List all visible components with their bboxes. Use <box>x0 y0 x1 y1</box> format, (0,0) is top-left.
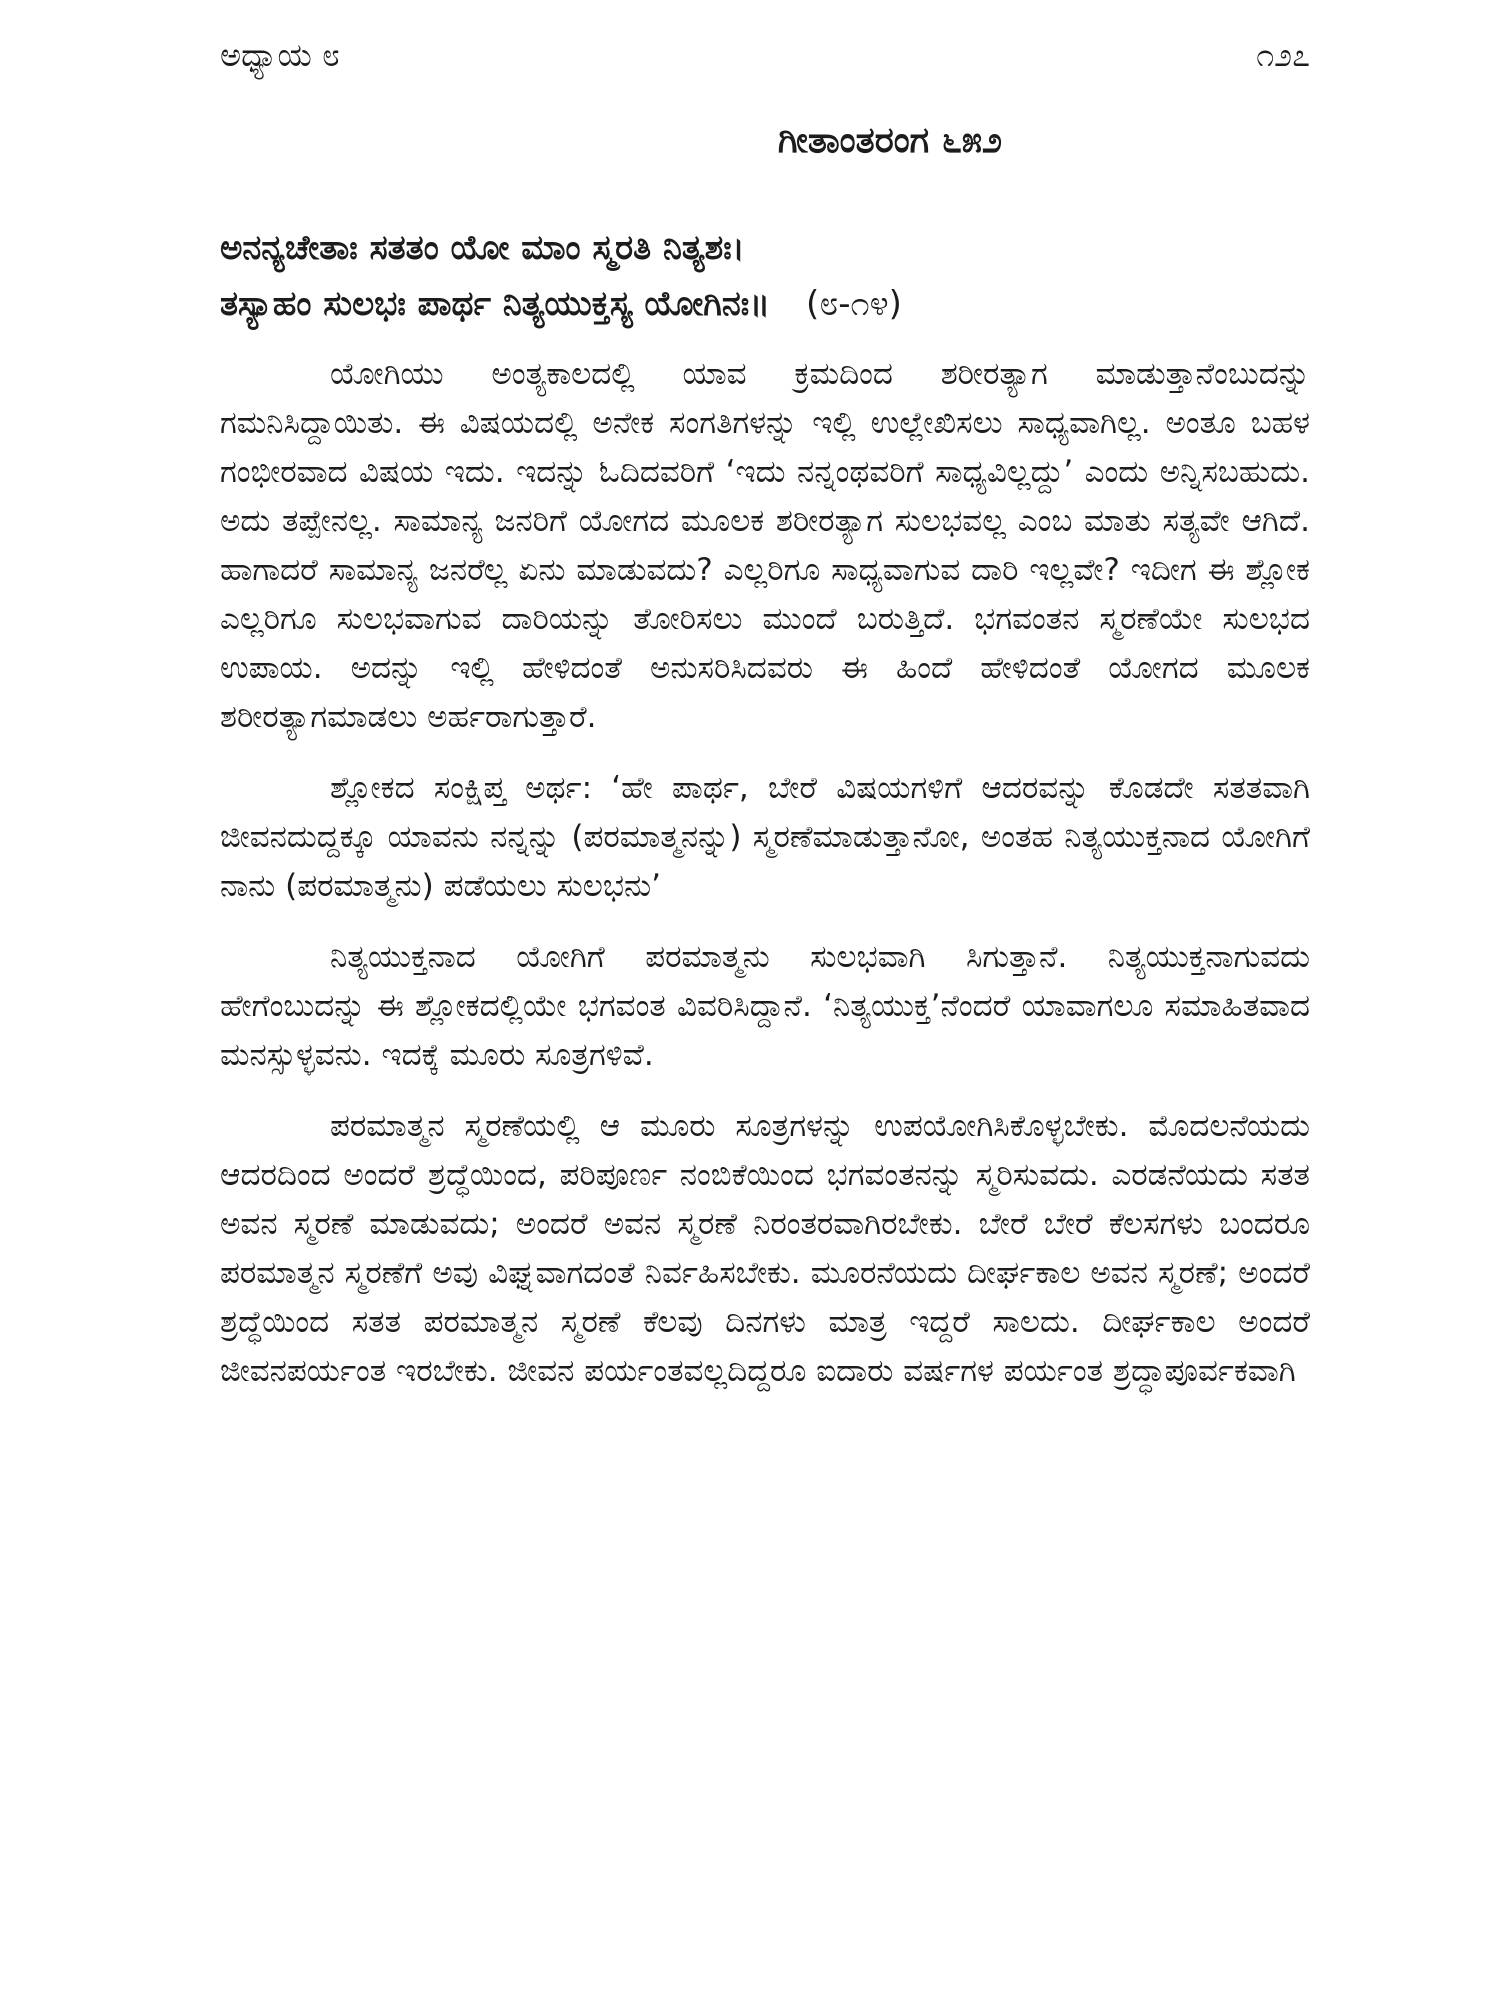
book-page <box>220 30 1310 1980</box>
paragraph-4: ಪರಮಾತ್ಮನ ಸ್ಮರಣೆಯಲ್ಲಿ ಆ ಮೂರು ಸೂತ್ರಗಳನ್ನು ಉಪಯೋಗಿಸಿಕೊಳ್ಳಬೇಕು. ಮೊದಲನೆಯದು ಆದರದಿಂದ ಅಂದರೆ ಶ್ರದ್ಧೆಯಿಂದ, ಪರಿಪೂರ್ಣ ನಂಬಿಕೆಯಿಂದ ಭಗವಂತನನ್ನು ಸ್ಮರಿಸುವದು. ಎರಡನೆಯದು ಸತತ ಅವನ ಸ್ಮರಣೆ ಮಾಡುವದು; ಅಂದರೆ ಅವನ ಸ್ಮರಣೆ ನಿರಂತರವಾಗಿರಬೇಕು. ಬೇರೆ ಬೇರೆ ಕೆಲಸಗಳು ಬಂದರೂ ಪರಮಾತ್ಮನ ಸ್ಮರಣೆಗೆ ಅವು ವಿಘ್ನವಾಗದಂತೆ ನಿರ್ವಹಿಸಬೇಕು. ಮೂರನೆಯದು ದೀರ್ಘಕಾಲ ಅವನ ಸ್ಮರಣೆ; ಅಂದರೆ ಶ್ರದ್ಧೆಯಿಂದ ಸತತ ಪರಮಾತ್ಮನ ಸ್ಮರಣೆ ಕೆಲವು ದಿನಗಳು ಮಾತ್ರ ಇದ್ದರೆ ಸಾಲದು. ದೀರ್ಘಕಾಲ ಅಂದರೆ ಜೀವನಪರ್ಯಂತ ಇರಬೇಕು. ಜೀವನ ಪರ್ಯಂತವಲ್ಲದಿದ್ದರೂ ಐದಾರು ವರ್ಷಗಳ ಪರ್ಯಂತ ಶ್ರದ್ಧಾಪೂರ್ವಕವಾಗಿ <box>220 1108 1310 1389</box>
paragraph-1: ಯೋಗಿಯು ಅಂತ್ಯಕಾಲದಲ್ಲಿ ಯಾವ ಕ್ರಮದಿಂದ ಶರೀರತ್ಯಾಗ ಮಾಡುತ್ತಾನೆಂಬುದನ್ನು ಗಮನಿಸಿದ್ದಾಯಿತು. ಈ ವಿಷಯದಲ್ಲಿ ಅನೇಕ ಸಂಗತಿಗಳನ್ನು ಇಲ್ಲಿ ಉಲ್ಲೇಖಿಸಲು ಸಾಧ್ಯವಾಗಿಲ್ಲ. ಅಂತೂ ಬಹಳ ಗಂಭೀರವಾದ ವಿಷಯ ಇದು. ಇದನ್ನು ಓದಿದವರಿಗೆ ‘ಇದು ನನ್ನಂಥವರಿಗೆ ಸಾಧ್ಯವಿಲ್ಲದ್ದು’ ಎಂದು ಅನ್ನಿಸಬಹುದು. ಅದು ತಪ್ಪೇನಲ್ಲ. ಸಾಮಾನ್ಯ ಜನರಿಗೆ ಯೋಗದ ಮೂಲಕ ಶರೀರತ್ಯಾಗ ಸುಲಭವಲ್ಲ ಎಂಬ ಮಾತು ಸತ್ಯವೇ ಆಗಿದೆ. ಹಾಗಾದರೆ ಸಾಮಾನ್ಯ ಜನರೆಲ್ಲ ಏನು ಮಾಡುವದು? ಎಲ್ಲರಿಗೂ ಸಾಧ್ಯವಾಗುವ ದಾರಿ ಇಲ್ಲವೇ? ಇದೀಗ ಈ ಶ್ಲೋಕ ಎಲ್ಲರಿಗೂ ಸುಲಭವಾಗುವ ದಾರಿಯನ್ನು ತೋರಿಸಲು ಮುಂದೆ ಬರುತ್ತಿದೆ. ಭಗವಂತನ ಸ್ಮರಣೆಯೇ ಸುಲಭದ ಉಪಾಯ. ಅದನ್ನು ಇಲ್ಲಿ ಹೇಳಿದಂತೆ ಅನುಸರಿಸಿದವರು ಈ ಹಿಂದೆ ಹೇಳಿದಂತೆ ಯೋಗದ ಮೂಲಕ ಶರೀರತ್ಯಾಗಮಾಡಲು ಅರ್ಹರಾಗುತ್ತಾರೆ. <box>220 356 1310 735</box>
verse-reference: (೮-೧೪) <box>805 284 902 324</box>
chapter-label: ಅಧ್ಯಾಯ ೮ <box>220 35 340 74</box>
page-number: ೧೨೭ <box>1256 35 1310 74</box>
shloka-line-1: ಅನನ್ಯಚೇತಾಃ ಸತತಂ ಯೋ ಮಾಂ ಸ್ಮರತಿ ನಿತ್ಯಶಃ। <box>220 228 745 268</box>
shloka-line-2-text: ತಸ್ಯಾಹಂ ಸುಲಭಃ ಪಾರ್ಥ ನಿತ್ಯಯುಕ್ತಸ್ಯ ಯೋಗಿನಃ॥ <box>220 284 770 324</box>
shloka-line-2 <box>220 276 1310 332</box>
paragraph-3: ನಿತ್ಯಯುಕ್ತನಾದ ಯೋಗಿಗೆ ಪರಮಾತ್ಮನು ಸುಲಭವಾಗಿ ಸಿಗುತ್ತಾನೆ. ನಿತ್ಯಯುಕ್ತನಾಗುವದು ಹೇಗೆಂಬುದನ್ನು ಈ ಶ್ಲೋಕದಲ್ಲಿಯೇ ಭಗವಂತ ವಿವರಿಸಿದ್ದಾನೆ. ‘ನಿತ್ಯಯುಕ್ತ’ನೆಂದರೆ ಯಾವಾಗಲೂ ಸಮಾಹಿತವಾದ ಮನಸ್ಸುಳ್ಳವನು. ಇದಕ್ಕೆ ಮೂರು ಸೂತ್ರಗಳಿವೆ. <box>220 939 1310 1073</box>
page-header <box>220 30 1310 80</box>
section-title: ಗೀತಾಂತರಂಗ ೬೫೨ <box>777 120 1003 161</box>
shloka-block <box>220 220 1310 332</box>
paragraph-2: ಶ್ಲೋಕದ ಸಂಕ್ಷಿಪ್ತ ಅರ್ಥ: ‘ಹೇ ಪಾರ್ಥ, ಬೇರೆ ವಿಷಯಗಳಿಗೆ ಆದರವನ್ನು ಕೊಡದೇ ಸತತವಾಗಿ ಜೀವನದುದ್ದಕ್ಕೂ ಯಾವನು ನನ್ನನ್ನು (ಪರಮಾತ್ಮನನ್ನು) ಸ್ಮರಣೆಮಾಡುತ್ತಾನೋ, ಅಂತಹ ನಿತ್ಯಯುಕ್ತನಾದ ಯೋಗಿಗೆ ನಾನು (ಪರಮಾತ್ಮನು) ಪಡೆಯಲು ಸುಲಭನು’ <box>220 770 1310 904</box>
